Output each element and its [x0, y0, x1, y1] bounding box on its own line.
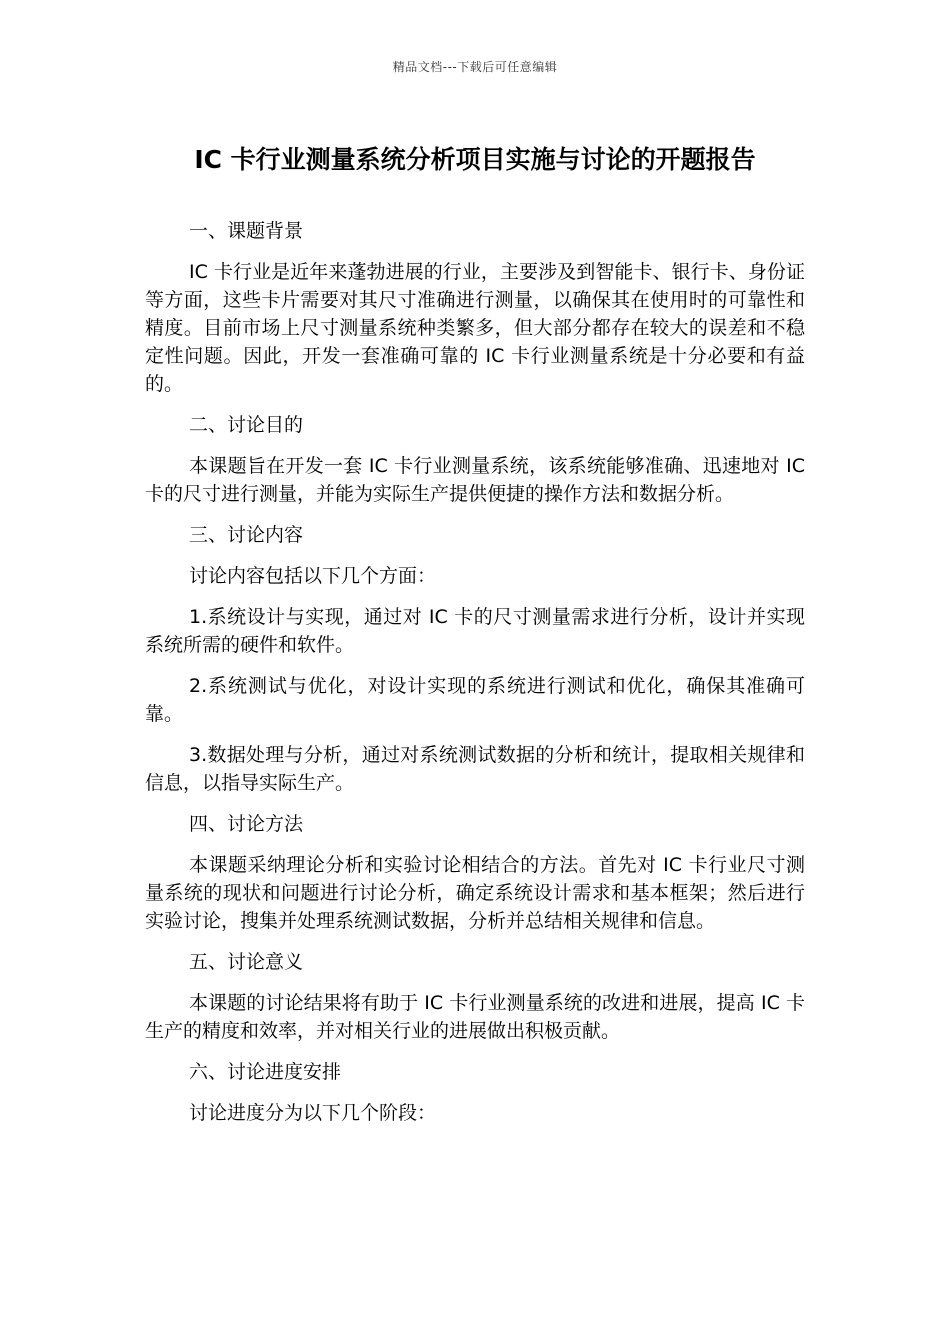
section-paragraph-purpose: 本课题旨在开发一套 IC 卡行业测量系统，该系统能够准确、迅速地对 IC 卡的尺寸进行测量，并能为实际生产提供便捷的操作方法和数据分析。 [145, 455, 805, 505]
section-heading-schedule: 六、讨论进度安排 [189, 1061, 342, 1083]
section-heading-content: 三、讨论内容 [189, 524, 304, 546]
section-intro-content: 讨论内容包括以下几个方面： [189, 565, 437, 587]
header-note: 精品文档---下载后可任意编辑 [392, 60, 558, 74]
section-intro-schedule: 讨论进度分为以下几个阶段： [189, 1102, 437, 1124]
list-item: 1.系统设计与实现，通过对 IC 卡的尺寸测量需求进行分析，设计并实现系统所需的硬件和软件。 [145, 606, 805, 656]
section-paragraph-method: 本课题采纳理论分析和实验讨论相结合的方法。首先对 IC 卡行业尺寸测量系统的现状和问题进行讨论分析，确定系统设计需求和基本框架；然后进行实验讨论，搜集并处理系统测试数据，分析并总结相关规律和信息。 [145, 854, 805, 932]
section-heading-purpose: 二、讨论目的 [189, 414, 304, 436]
section-heading-significance: 五、讨论意义 [189, 951, 304, 973]
document-title: IC 卡行业测量系统分析项目实施与讨论的开题报告 [194, 145, 756, 174]
section-heading-background: 一、课题背景 [189, 220, 304, 242]
section-paragraph-significance: 本课题的讨论结果将有助于 IC 卡行业测量系统的改进和进展，提高 IC 卡生产的精度和效率，并对相关行业的进展做出积极贡献。 [145, 992, 805, 1042]
list-item: 2.系统测试与优化，对设计实现的系统进行测试和优化，确保其准确可靠。 [145, 675, 805, 725]
section-heading-method: 四、讨论方法 [189, 813, 304, 835]
document-body [145, 217, 805, 1140]
list-item: 3.数据处理与分析，通过对系统测试数据的分析和统计，提取相关规律和信息，以指导实际生产。 [145, 744, 805, 794]
section-paragraph-background: IC 卡行业是近年来蓬勃进展的行业，主要涉及到智能卡、银行卡、身份证等方面，这些卡片需要对其尺寸准确进行测量，以确保其在使用时的可靠性和精度。目前市场上尺寸测量系统种类繁多，但大部分都存在较大的误差和不稳定性问题。因此，开发一套准确可靠的 IC 卡行业测量系统是十分必要和有益的。 [145, 261, 805, 395]
